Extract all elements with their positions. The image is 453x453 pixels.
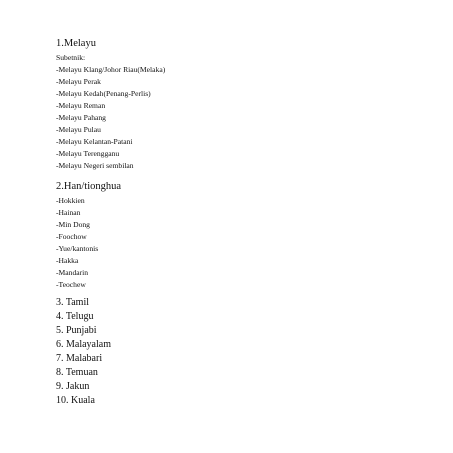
numbered-item: 6. Malayalam <box>56 339 111 350</box>
numbered-item: 5. Punjabi <box>56 325 97 336</box>
list-item: -Melayu Terengganu <box>56 149 120 158</box>
list-item: -Yue/kantonis <box>56 244 99 253</box>
subethnic-label: Subetnik: <box>56 53 86 62</box>
list-item: -Melayu Pahang <box>56 113 106 122</box>
list-item: -Melayu Reman <box>56 101 106 110</box>
list-item: -Melayu Klang/Johor Riau(Melaka) <box>56 65 166 74</box>
list-item: -Melayu Kedah(Penang-Perlis) <box>56 89 151 98</box>
list-item: -Melayu Kelantan-Patani <box>56 137 133 146</box>
list-item: -Foochow <box>56 232 87 241</box>
numbered-item: 10. Kuala <box>56 395 95 406</box>
list-item: -Teochew <box>56 280 86 289</box>
numbered-item: 8. Temuan <box>56 367 98 378</box>
list-item: -Mandarin <box>56 268 89 277</box>
list-item: -Hokkien <box>56 196 85 205</box>
numbered-item: 4. Telugu <box>56 311 94 322</box>
numbered-item: 3. Tamil <box>56 297 90 308</box>
list-item: -Melayu Negeri sembilan <box>56 161 134 170</box>
numbered-item: 9. Jakun <box>56 381 90 392</box>
list-item: -Hakka <box>56 256 79 265</box>
numbered-item: 7. Malabari <box>56 353 103 364</box>
list-item: -Min Dong <box>56 220 90 229</box>
list-item: -Hainan <box>56 208 81 217</box>
section-heading-melayu: 1.Melayu <box>56 38 96 49</box>
list-item: -Melayu Perak <box>56 77 101 86</box>
list-item: -Melayu Pulau <box>56 125 101 134</box>
section-heading-han: 2.Han/tionghua <box>56 181 122 192</box>
